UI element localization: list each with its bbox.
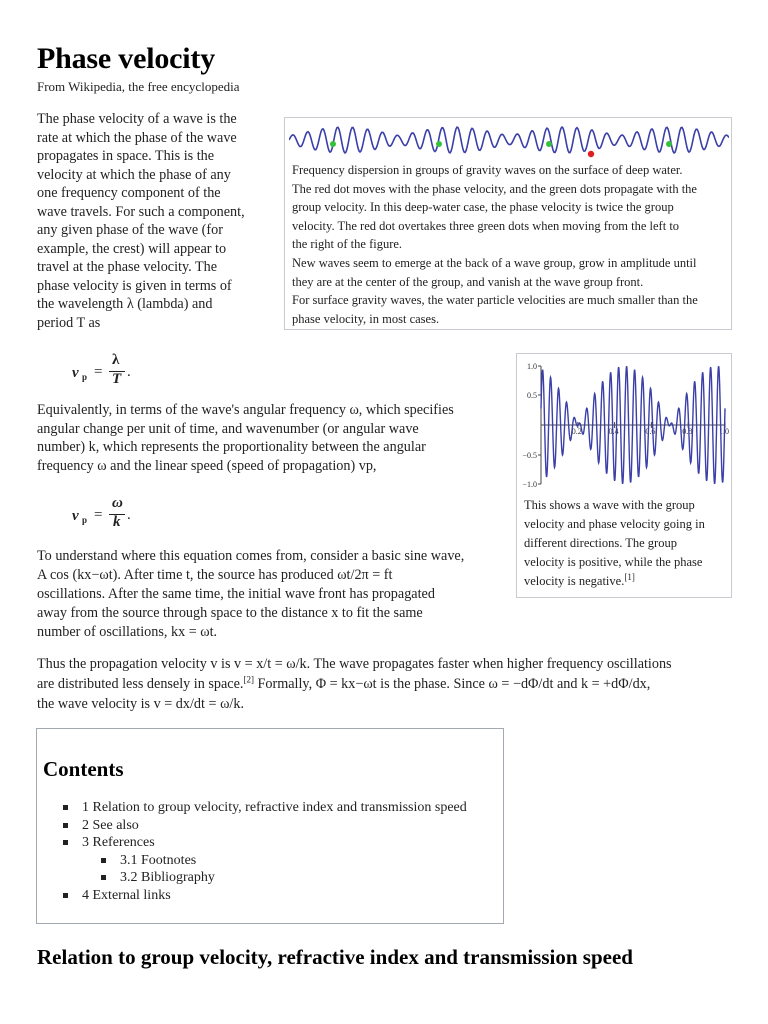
x-tick-label: 0.4 xyxy=(608,427,619,436)
intro-line: any given phase of the wave (for xyxy=(37,222,223,238)
x-tick-label: 1.0 xyxy=(719,427,729,436)
toc-title: Contents xyxy=(43,757,124,781)
phase-velocity-formula-wavenumber: v p = ω k . xyxy=(72,495,131,530)
intro-line: one frequency component of the xyxy=(37,185,221,201)
green-dot xyxy=(330,141,336,147)
page-subtitle: From Wikipedia, the free encyclopedia xyxy=(37,79,240,94)
intro-line: wave travels. For such a component, xyxy=(37,203,245,220)
toc-item[interactable]: 4 External links xyxy=(63,887,467,905)
x-tick-label: 0.2 xyxy=(571,427,582,436)
figure-gravity-waves xyxy=(284,117,732,330)
toc-subitem[interactable]: 3.1 Footnotes xyxy=(63,852,467,870)
figure-gravity-waves-caption: Frequency dispersion in groups of gravity waves on the surface of deep water. The red dot moves with the phase velocity, and the green dots propagate with the group velocity. In this deep-water case, the phase velocity is twice the group velocity. The red dot overtakes three green dots when moving from the left to the right of the figure. New waves seem to emerge at the back of a wave group, grow in amplitude until they are at the center of the group, and vanish at the wave group front. For surface gravity waves, the water particle velocities are much smaller than the phase velocity, in most cases. xyxy=(292,163,698,326)
intro-line: the wavelength λ (lambda) and xyxy=(37,296,213,312)
red-dot xyxy=(588,151,594,157)
gravity-wave-animation-image xyxy=(289,122,729,162)
y-tick-label: 0.5 xyxy=(527,391,537,400)
y-tick-label: 1.0 xyxy=(527,362,537,371)
toc-item[interactable]: 2 See also xyxy=(63,817,467,835)
toc-subitem[interactable]: 3.2 Bibliography xyxy=(63,869,467,887)
phase-velocity-formula-wavelength: v p = λ T . xyxy=(72,352,131,387)
figure-group-phase-plot xyxy=(516,353,732,598)
page-title: Phase velocity xyxy=(37,42,215,75)
table-of-contents xyxy=(36,728,504,924)
green-dot xyxy=(436,141,442,147)
wave-line xyxy=(289,127,729,153)
green-dot xyxy=(546,141,552,147)
intro-line: velocity at which the phase of any xyxy=(37,166,231,183)
intro-line: The phase velocity of a wave is the xyxy=(37,111,237,127)
figure-group-phase-caption: This shows a wave with the group velocity and phase velocity going in different directions. The group velocity is positive, while the phase velocity is negative.[1] xyxy=(524,498,705,588)
intro-line: travel at the phase velocity. The xyxy=(37,259,218,275)
toc-item[interactable]: 1 Relation to group velocity, refractive index and transmission speed xyxy=(63,799,467,817)
wave-plot-image xyxy=(517,354,731,494)
intro-line: rate at which the phase of the wave xyxy=(37,129,237,146)
sine-wave-paragraph: To understand where this equation comes from, consider a basic sine wave, A cos (kx−ωt). After time t, the source has produced ωt/2π = ft oscillations. After the same time, the initial wave front has propagated away from the source through space to the distance x to fit the same number of oscillations, kx = ωt. xyxy=(37,548,465,640)
y-tick-label: −0.5 xyxy=(522,451,537,460)
propagation-velocity-paragraph: Thus the propagation velocity v is v = x/t = ω/k. The wave propagates faster when higher frequency oscillations are distributed less densely in space.[2] Formally, Φ = kx−ωt is the phase. Since ω = −dΦ/dt and k = +dΦ/dx, the wave velocity is v = dx/dt = ω/k. xyxy=(37,656,672,712)
angular-frequency-paragraph: Equivalently, in terms of the wave's angular frequency ω, which specifies angular change per unit of time, and wavenumber (or angular wave number) k, which represents the proportionality between the angular frequency ω and the linear speed (speed of propagation) vp, xyxy=(37,402,454,474)
x-tick-label: 0.6 xyxy=(645,427,656,436)
reference-link[interactable]: [2] xyxy=(243,674,254,685)
y-tick-label: −1.0 xyxy=(522,480,537,489)
section-heading: Relation to group velocity, refractive index and transmission speed xyxy=(37,945,633,969)
para4-line: are distributed less densely in space.[2] Formally, Φ = kx−ωt is the phase. Since ω = −dΦ/dt and k = +dΦ/dx, xyxy=(37,674,651,692)
intro-line: phase velocity is given in terms of xyxy=(37,277,232,294)
intro-line: period T as xyxy=(37,314,101,331)
reference-link[interactable]: [1] xyxy=(624,571,635,582)
intro-paragraph xyxy=(37,110,272,332)
intro-line: example, the crest) will appear to xyxy=(37,240,227,257)
intro-line: propagates in space. This is the xyxy=(37,148,215,164)
toc-list xyxy=(63,799,467,904)
green-dot xyxy=(666,141,672,147)
x-tick-label: 0.8 xyxy=(682,427,693,436)
toc-item[interactable]: 3 References xyxy=(63,834,467,852)
